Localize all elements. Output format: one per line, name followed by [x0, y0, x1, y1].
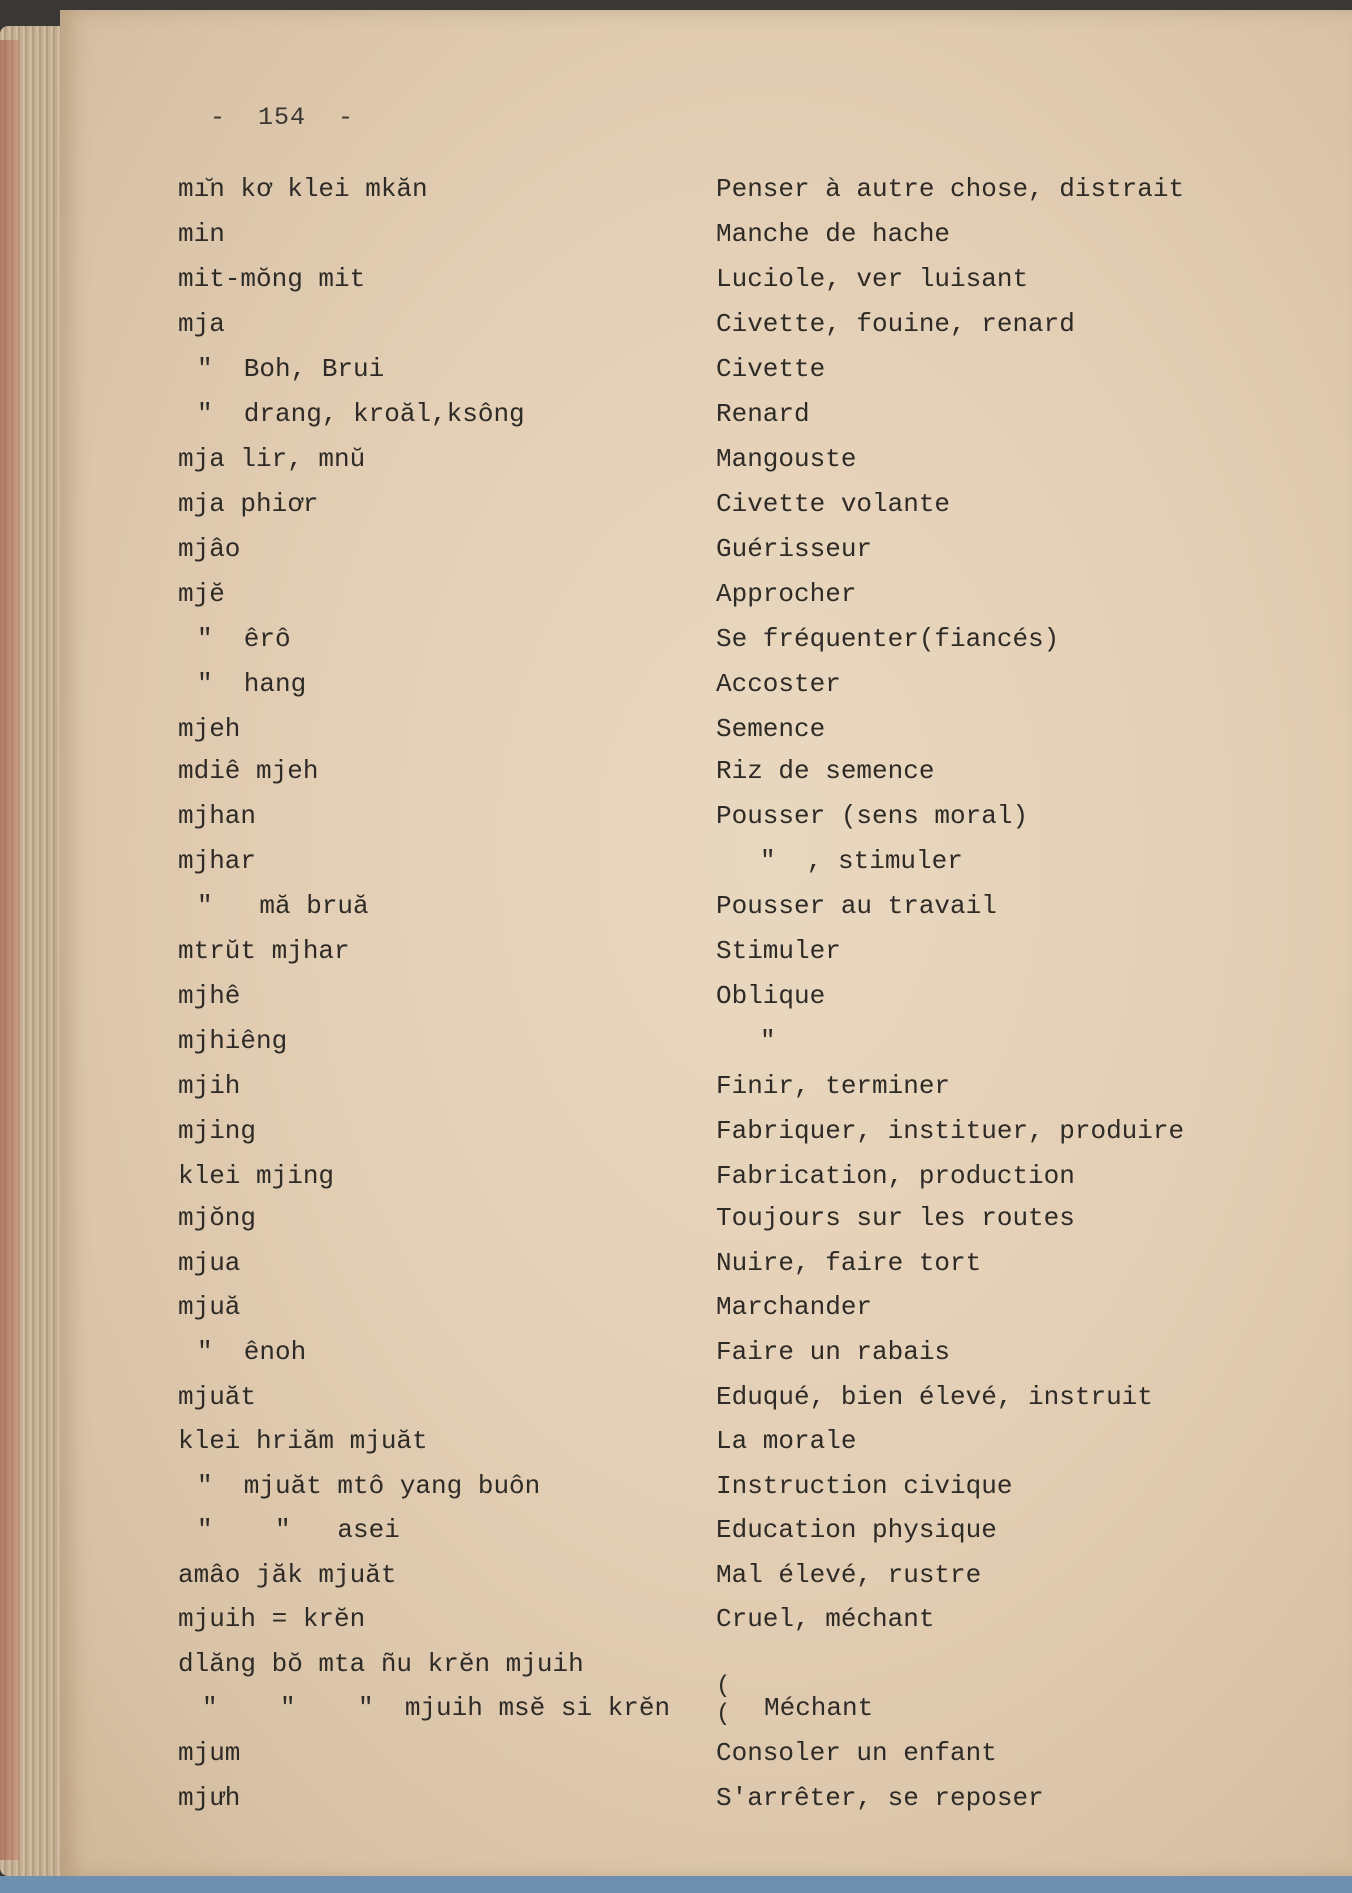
entry-row	[60, 577, 1352, 617]
entry-gloss: Pousser au travail	[716, 891, 997, 921]
entry-gloss: Manche de hache	[716, 219, 951, 249]
entry-term: amâo jăk mjuăt	[178, 1560, 397, 1590]
entry-term: mjum	[178, 1738, 241, 1768]
entry-term: " " asei	[197, 1515, 400, 1545]
entry-term: mjih	[178, 1071, 241, 1101]
entry-term: mjuih = krĕn	[178, 1604, 366, 1634]
entry-row	[60, 979, 1352, 1019]
entry-row	[60, 1335, 1352, 1375]
entry-row	[60, 889, 1352, 929]
entry-term: mja lir, mnŭ	[178, 444, 366, 474]
entry-term: " " " mjuih msĕ si krĕn	[202, 1693, 671, 1723]
entry-row	[60, 1114, 1352, 1154]
entry-gloss: " , stimuler	[760, 846, 963, 876]
entry-term: mdiê mjeh	[178, 756, 319, 786]
entry-row	[60, 1673, 1352, 1731]
entry-row	[60, 262, 1352, 302]
entry-row	[60, 1290, 1352, 1330]
desk-surface	[0, 1876, 1352, 1893]
entry-term: " drang, kroăl,ksông	[197, 399, 525, 429]
page-edge-shadow	[0, 40, 20, 1860]
entry-row	[60, 172, 1352, 212]
entry-gloss: Approcher	[716, 579, 857, 609]
entry-row	[60, 487, 1352, 527]
entry-row	[60, 1781, 1352, 1821]
entry-gloss: Méchant	[764, 1693, 874, 1723]
entry-row	[60, 442, 1352, 482]
entry-row	[60, 1246, 1352, 1286]
entry-row	[60, 667, 1352, 707]
entry-gloss: Nuire, faire tort	[716, 1248, 982, 1278]
entry-row	[60, 712, 1352, 752]
entry-gloss: Faire un rabais	[716, 1337, 951, 1367]
entry-gloss: "	[760, 1026, 776, 1056]
entry-gloss: Stimuler	[716, 936, 841, 966]
entry-gloss: Renard	[716, 399, 810, 429]
entry-term: " mjuăt mtô yang buôn	[197, 1471, 541, 1501]
entry-gloss: Guérisseur	[716, 534, 873, 564]
entry-term: mjhê	[178, 981, 241, 1011]
entry-gloss: Se fréquenter(fiancés)	[716, 624, 1060, 654]
entry-term: " mă bruă	[197, 891, 369, 921]
entry-term: " Boh, Brui	[197, 354, 385, 384]
entry-gloss: Instruction civique	[716, 1471, 1013, 1501]
entry-row	[60, 1513, 1352, 1553]
entry-term: mjua	[178, 1248, 241, 1278]
entry-row	[60, 397, 1352, 437]
entry-term: " hang	[197, 669, 307, 699]
entry-term: mjâo	[178, 534, 241, 564]
entry-gloss: Mangouste	[716, 444, 857, 474]
entry-row	[60, 1602, 1352, 1642]
entry-gloss: Cruel, méchant	[716, 1604, 935, 1634]
entry-term: " ênoh	[197, 1337, 307, 1367]
entry-term: mjhan	[178, 801, 257, 831]
dictionary-page	[60, 10, 1352, 1878]
entry-gloss: Penser à autre chose, distrait	[716, 174, 1185, 204]
entry-term: mjhar	[178, 846, 257, 876]
entry-term: klei mjing	[178, 1161, 335, 1191]
entry-term: mja phiơr	[178, 489, 319, 519]
entry-term: mjeh	[178, 714, 241, 744]
entry-row	[60, 1159, 1352, 1199]
entry-row	[60, 1201, 1352, 1241]
entry-gloss: Civette volante	[716, 489, 951, 519]
entry-gloss: Fabrication, production	[716, 1161, 1075, 1191]
entry-term: mja	[178, 309, 225, 339]
entry-row	[60, 1736, 1352, 1776]
entry-gloss: Riz de semence	[716, 756, 935, 786]
entry-gloss: Mal élevé, rustre	[716, 1560, 982, 1590]
entry-row	[60, 754, 1352, 794]
entry-gloss: Finir, terminer	[716, 1071, 951, 1101]
entry-gloss: Semence	[716, 714, 826, 744]
entry-gloss: Luciole, ver luisant	[716, 264, 1029, 294]
entry-gloss: Civette, fouine, renard	[716, 309, 1075, 339]
entry-row	[60, 532, 1352, 572]
entry-row	[60, 1469, 1352, 1509]
entry-row	[60, 307, 1352, 347]
entry-gloss: Education physique	[716, 1515, 997, 1545]
entry-row	[60, 844, 1352, 884]
entry-term: mjuăt	[178, 1382, 257, 1412]
entry-term: mjưh	[178, 1783, 241, 1813]
entry-gloss: Civette	[716, 354, 826, 384]
entry-term: klei hriăm mjuăt	[178, 1426, 428, 1456]
entry-row	[60, 1024, 1352, 1064]
entry-gloss: Consoler un enfant	[716, 1738, 997, 1768]
entry-row	[60, 799, 1352, 839]
entry-row	[60, 1558, 1352, 1598]
entry-term: mjuă	[178, 1292, 241, 1322]
entry-term: mjing	[178, 1116, 257, 1146]
entry-gloss: Oblique	[716, 981, 826, 1011]
entry-gloss: Fabriquer, instituer, produire	[716, 1116, 1185, 1146]
entry-term: mı̆n kơ klei mkăn	[178, 174, 428, 204]
entry-term: mtrŭt mjhar	[178, 936, 350, 966]
entry-gloss: Accoster	[716, 669, 841, 699]
entry-gloss: Toujours sur les routes	[716, 1203, 1075, 1233]
entry-row	[60, 217, 1352, 257]
entry-term: " êrô	[197, 624, 291, 654]
entry-term: mit-mŏng mit	[178, 264, 366, 294]
entry-gloss: S'arrêter, se reposer	[716, 1783, 1044, 1813]
page-number: - 154 -	[210, 103, 355, 132]
entry-gloss: Eduqué, bien élevé, instruit	[716, 1382, 1153, 1412]
entry-row	[60, 1380, 1352, 1420]
entry-row	[60, 1069, 1352, 1109]
entry-row	[60, 622, 1352, 662]
entry-term: min	[178, 219, 225, 249]
entry-row	[60, 352, 1352, 392]
entry-gloss: La morale	[716, 1426, 857, 1456]
entry-term: mjhiêng	[178, 1026, 288, 1056]
entry-row	[60, 1424, 1352, 1464]
entry-row	[60, 934, 1352, 974]
entry-term: dlăng bŏ mta ñu krĕn mjuih	[178, 1649, 584, 1679]
entry-term: mjĕ	[178, 579, 225, 609]
entry-gloss: Pousser (sens moral)	[716, 801, 1029, 831]
entry-term: mjŏng	[178, 1203, 257, 1233]
bracket-mark: ( (	[716, 1673, 731, 1728]
entry-gloss: Marchander	[716, 1292, 873, 1322]
entry-row	[60, 1647, 1352, 1687]
